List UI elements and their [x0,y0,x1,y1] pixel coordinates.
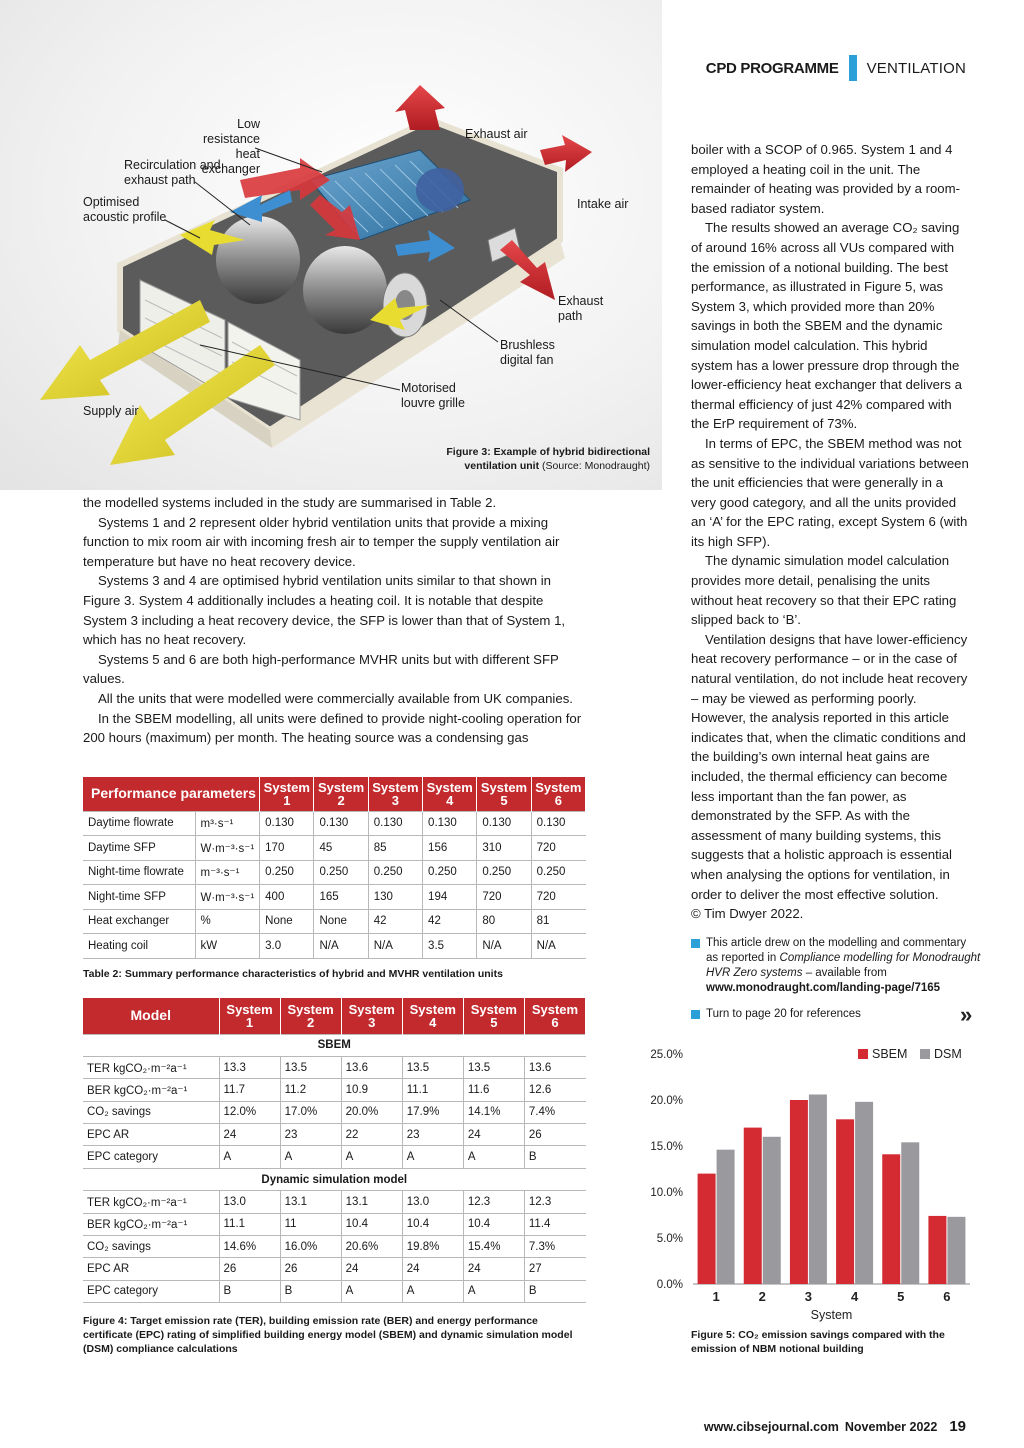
value-cell: B [280,1280,341,1302]
value-cell: 11.7 [219,1079,280,1101]
parameter-cell: Daytime flowrate [83,811,195,836]
section-title: SBEM [83,1034,586,1056]
value-cell: 13.3 [219,1056,280,1078]
bar-dsm-system-6 [947,1217,965,1284]
value-cell: 20.0% [341,1101,402,1123]
system-column-header [260,777,314,811]
issue-date: November 2022 [844,1420,938,1434]
system-number: 6 [551,1014,559,1030]
unit-cell: % [195,909,260,934]
value-cell: 17.9% [402,1101,463,1123]
unit-cell: kW [195,934,260,959]
callout-heat-exchanger: Low resistance heat exchanger [201,117,260,176]
value-cell: 11.6 [463,1079,524,1101]
system-column-header [368,777,422,811]
value-cell: 12.0% [219,1101,280,1123]
value-cell: 24 [219,1124,280,1146]
system-number: 2 [337,792,345,808]
bar-sbem-system-4 [836,1119,854,1284]
exhaust-air-arrow [395,85,445,130]
value-cell: 3.5 [423,934,477,959]
table-row [83,811,586,836]
system-column-header [477,777,531,811]
note-text: – available from [802,967,887,979]
value-cell: None [260,909,314,934]
section-row [83,1034,586,1056]
table-row [83,1079,586,1101]
value-cell: 13.5 [463,1056,524,1078]
paragraph: The dynamic simulation model calculation provides more detail, penalising the units without heat recovery so that their EPC rating slipped back to ‘B’. [691,553,957,628]
bullet-square-icon [691,1010,700,1019]
table-row [83,1236,586,1258]
callout-acoustic-profile: Optimised acoustic profile [83,195,167,224]
paragraph: Systems 1 and 2 represent older hybrid ventilation units that provide a mixing function to mix room air with incoming fresh air to temper the supply ventilation air temperature but have no heat recovery device. [83,514,560,569]
bar-sbem-system-1 [698,1174,716,1284]
bar-dsm-system-2 [763,1137,781,1284]
callout-exhaust-air: Exhaust air [465,127,528,141]
value-cell: 12.3 [524,1191,585,1213]
value-cell: N/A [368,934,422,959]
system-word: System [287,1001,334,1017]
table-row [83,909,586,934]
value-cell: 0.250 [531,860,585,885]
value-cell: 15.4% [463,1236,524,1258]
y-tick-label: 15.0% [650,1141,683,1153]
value-cell: N/A [531,934,585,959]
value-cell: 23 [402,1124,463,1146]
value-cell: 26 [219,1258,280,1280]
section-label: VENTILATION [866,59,966,77]
value-cell: 26 [524,1124,585,1146]
unit-cell: W·m⁻³·s⁻¹ [195,885,260,910]
system-word: System [226,1001,273,1017]
turn-page-text: Turn to page 20 for references [706,1008,861,1020]
value-cell: 10.4 [402,1213,463,1235]
metric-cell: EPC AR [83,1124,219,1146]
x-tick-label: 5 [897,1289,905,1304]
legend-swatch [858,1049,868,1059]
bar-sbem-system-6 [928,1216,946,1284]
legend-swatch [920,1049,930,1059]
note-text: This article drew on the modelling and commentary as reported in [706,937,967,964]
value-cell: 0.130 [314,811,368,836]
value-cell: 13.5 [280,1056,341,1078]
metric-cell: EPC category [83,1280,219,1302]
callout-supply-air: Supply air [83,404,139,418]
value-cell: 11.1 [402,1079,463,1101]
bar-sbem-system-2 [744,1128,762,1284]
system-number: 5 [490,1014,498,1030]
metric-cell: BER kgCO₂·m⁻²a⁻¹ [83,1079,219,1101]
figure-4-caption: Figure 4: Target emission rate (TER), building emission rate (BER) and energy performance certificate (EPC) rating of simplified building energy model (SBEM) and dynamic simulation model (DSM) compliance calculations [83,1315,573,1355]
table-header-row [83,998,586,1034]
x-tick-label: 6 [943,1289,951,1304]
table-row [83,1101,586,1123]
value-cell: 10.9 [341,1079,402,1101]
value-cell: 13.5 [402,1056,463,1078]
x-tick-label: 2 [758,1289,766,1304]
parameter-cell: Night-time flowrate [83,860,195,885]
system-column-header [463,998,524,1034]
bar-dsm-system-5 [901,1142,919,1284]
page-header [706,55,966,81]
bar-dsm-system-1 [717,1150,735,1284]
note-italic: Compliance modelling for Monodraught HVR Zero systems [706,952,981,979]
parameter-cell: Daytime SFP [83,836,195,861]
table-row [83,1124,586,1146]
value-cell: 0.130 [368,811,422,836]
page-number: 19 [949,1418,966,1435]
value-cell: 400 [260,885,314,910]
value-cell: A [341,1146,402,1168]
value-cell: 0.130 [423,811,477,836]
paragraph: Systems 5 and 6 are both high-performance MVHR units but with different SFP values. [83,651,559,687]
value-cell: N/A [314,934,368,959]
system-number: 4 [446,792,454,808]
figure-5-caption: Figure 5: CO₂ emission savings compared with the emission of NBM notional building [691,1329,945,1355]
system-word: System [348,1001,395,1017]
value-cell: 0.130 [260,811,314,836]
parameter-cell: Night-time SFP [83,885,195,910]
table-row [83,1213,586,1235]
system-word: System [372,779,419,795]
value-cell: 3.0 [260,934,314,959]
system-word: System [535,779,582,795]
value-cell: 170 [260,836,314,861]
value-cell: 42 [423,909,477,934]
unit-cell: m⁻³·s⁻¹ [195,860,260,885]
metric-cell: TER kgCO₂·m⁻²a⁻¹ [83,1056,219,1078]
figure-3-caption-title: Figure 3: Example of hybrid bidirectional ventilation unit [446,446,650,472]
parameter-cell: Heating coil [83,934,195,959]
system-number: 4 [429,1014,437,1030]
value-cell: 12.6 [524,1079,585,1101]
value-cell: 165 [314,885,368,910]
value-cell: 23 [280,1124,341,1146]
co2-savings-chart [648,1040,978,1330]
legend-label: SBEM [872,1047,908,1061]
value-cell: 45 [314,836,368,861]
value-cell: 0.250 [368,860,422,885]
value-cell: 720 [531,836,585,861]
callout-louvre-grille: Motorised louvre grille [401,381,465,410]
value-cell: A [341,1280,402,1302]
value-cell: B [524,1146,585,1168]
right-body-column [691,140,969,924]
system-number: 6 [554,792,562,808]
value-cell: A [463,1146,524,1168]
table-row [83,885,586,910]
y-tick-label: 5.0% [656,1233,683,1245]
paragraph: In the SBEM modelling, all units were defined to provide night-cooling operation for 200 hours (maximum) per month. The heating source was a condensing gas [83,710,582,746]
table-row [83,1146,586,1168]
x-tick-label: 3 [804,1289,813,1304]
value-cell: 42 [368,909,422,934]
callout-intake-air: Intake air [577,197,629,211]
metric-cell: EPC AR [83,1258,219,1280]
metric-cell: CO₂ savings [83,1101,219,1123]
left-body-column [83,493,583,748]
value-cell: 24 [463,1258,524,1280]
model-header: Model [83,998,219,1034]
value-cell: 11 [280,1213,341,1235]
system-number: 1 [283,792,291,808]
metric-cell: BER kgCO₂·m⁻²a⁻¹ [83,1213,219,1235]
value-cell: 16.0% [280,1236,341,1258]
continue-arrow-icon: » [960,1002,973,1027]
section-row [83,1168,586,1190]
table-2-caption: Table 2: Summary performance characteristics of hybrid and MVHR ventilation units [83,968,503,980]
value-cell: 7.3% [524,1236,585,1258]
section-title: Dynamic simulation model [83,1168,586,1190]
value-cell: 13.0 [219,1191,280,1213]
value-cell: 130 [368,885,422,910]
journal-url[interactable]: www.cibsejournal.com [703,1420,839,1434]
value-cell: 11.2 [280,1079,341,1101]
system-word: System [409,1001,456,1017]
value-cell: 27 [524,1258,585,1280]
table-row [83,1258,586,1280]
value-cell: 10.4 [463,1213,524,1235]
value-cell: 19.8% [402,1236,463,1258]
callout-exhaust-path: Exhaust path [558,294,604,323]
system-word: System [480,779,528,795]
value-cell: 12.3 [463,1191,524,1213]
paragraph: boiler with a SCOP of 0.965. System 1 and 4 employed a heating coil in the unit. The remainder of heating was provided by a room-based radiator system. [691,142,961,216]
x-tick-label: 1 [712,1289,720,1304]
value-cell: 85 [368,836,422,861]
source-link[interactable]: www.monodraught.com/landing-page/7165 [706,982,941,994]
value-cell: 0.250 [260,860,314,885]
value-cell: 11.1 [219,1213,280,1235]
system-word: System [317,779,365,795]
system-column-header [423,777,477,811]
system-column-header [341,998,402,1034]
bar-dsm-system-4 [855,1102,873,1284]
figure-3-caption-source: (Source: Monodraught) [539,460,650,472]
metric-cell: CO₂ savings [83,1236,219,1258]
value-cell: 0.130 [531,811,585,836]
value-cell: 13.6 [341,1056,402,1078]
metric-cell: EPC category [83,1146,219,1168]
y-tick-label: 25.0% [650,1049,683,1061]
page-footer [704,1418,966,1435]
table-row [83,860,586,885]
bullet-square-icon [691,939,700,948]
system-column-header [219,998,280,1034]
value-cell: B [524,1280,585,1302]
value-cell: 7.4% [524,1101,585,1123]
value-cell: 0.130 [477,811,531,836]
system-number: 2 [307,1014,315,1030]
x-axis-title: System [810,1308,853,1322]
performance-parameters-header: Performance parameters [83,777,260,811]
value-cell: 24 [463,1124,524,1146]
system-column-header [280,998,341,1034]
value-cell: 13.1 [341,1191,402,1213]
paragraph: Ventilation designs that have lower-efficiency heat recovery performance – or in the case of natural ventilation, do not include heat recovery – may be viewed as performing poorly. However, the analysis reported in this article indicates that, when the climatic conditions and the building’s own internal heat gains are included, the thermal efficiency can become less important than the fan power, as demonstrated by the SFP. As with the assessment of many building systems, this suggests that a holistic approach is essential when analysing the options for ventilation, in order to deliver the most effective solution. [691,631,968,902]
system-number: 5 [500,792,508,808]
performance-table [83,777,586,959]
callout-recirculation: Recirculation and exhaust path [124,158,221,187]
paragraph: the modelled systems included in the study are summarised in Table 2. [83,495,497,510]
table-row [83,1191,586,1213]
bar-sbem-system-3 [790,1100,808,1284]
value-cell: N/A [477,934,531,959]
system-word: System [531,1001,579,1017]
value-cell: B [219,1280,280,1302]
unit-cell: W·m⁻³·s⁻¹ [195,836,260,861]
system-column-header [314,777,368,811]
value-cell: 10.4 [341,1213,402,1235]
unit-cell: m³·s⁻¹ [195,811,260,836]
value-cell: 81 [531,909,585,934]
y-tick-label: 20.0% [650,1095,683,1107]
value-cell: 80 [477,909,531,934]
value-cell: 24 [341,1258,402,1280]
article-source-note [691,936,981,996]
value-cell: 13.1 [280,1191,341,1213]
metric-cell: TER kgCO₂·m⁻²a⁻¹ [83,1191,219,1213]
paragraph: In terms of EPC, the SBEM method was not as sensitive to the individual variations between the unit efficiencies that were generally in a very good category, and all the units provided an ‘A’ for the EPC rating, except System 6 (with its high SFP). [691,435,969,549]
copyright: © Tim Dwyer 2022. [691,906,804,922]
value-cell: A [402,1280,463,1302]
figure-3-illustration [0,0,662,490]
table-row [83,1280,586,1302]
table-header-row [83,777,586,811]
y-tick-label: 0.0% [656,1279,683,1291]
value-cell: 194 [423,885,477,910]
system-word: System [426,779,473,795]
value-cell: 24 [402,1258,463,1280]
parameter-cell: Heat exchanger [83,909,195,934]
value-cell: 720 [531,885,585,910]
value-cell: 26 [280,1258,341,1280]
system-word: System [470,1001,517,1017]
legend-label: DSM [934,1047,962,1061]
value-cell: 17.0% [280,1101,341,1123]
paragraph: The results showed an average CO₂ saving of around 16% across all VUs compared with the emission of a notional building. The best performance, as illustrated in Figure 5, was System 3, which provided more than 20% savings in both the SBEM and the dynamic simulation model calculation. This hybrid system has a lower pressure drop through the lower-efficiency heat exchanger that delivers a thermal efficiency of just 42% compared with the ErP requirement of 73%. [691,220,962,432]
x-tick-label: 4 [850,1289,859,1304]
bar-dsm-system-3 [809,1094,827,1284]
system-number: 3 [391,792,400,808]
system-column-header [531,777,585,811]
value-cell: 720 [477,885,531,910]
paragraph: All the units that were modelled were commercially available from UK companies. [98,690,573,706]
value-cell: A [463,1280,524,1302]
header-divider [849,55,857,81]
value-cell: 22 [341,1124,402,1146]
emissions-table [83,998,586,1303]
table-row [83,1056,586,1078]
table-row [83,934,586,959]
value-cell: 0.250 [477,860,531,885]
value-cell: 11.4 [524,1213,585,1235]
value-cell: 14.1% [463,1101,524,1123]
figure-3-caption [395,445,650,473]
system-number: 1 [245,1014,254,1030]
y-tick-label: 10.0% [650,1187,683,1199]
value-cell: 310 [477,836,531,861]
table-row [83,836,586,861]
value-cell: 0.250 [423,860,477,885]
value-cell: None [314,909,368,934]
callout-fan: Brushless digital fan [500,338,555,367]
value-cell: A [219,1146,280,1168]
paragraph: Systems 3 and 4 are optimised hybrid ventilation units similar to that shown in Figure 3. System 4 additionally includes a heating coil. It is notable that despite System 3 including a heat recovery device, the SFP is lower than that of System 1, which has no heat recovery. [83,573,566,648]
references-note [691,1007,981,1022]
system-column-header [524,998,585,1034]
value-cell: 13.0 [402,1191,463,1213]
system-number: 3 [368,1014,376,1030]
bar-sbem-system-5 [882,1154,900,1284]
value-cell: A [402,1146,463,1168]
programme-label: CPD PROGRAMME [705,59,839,77]
system-column-header [402,998,463,1034]
value-cell: A [280,1146,341,1168]
system-word: System [263,779,310,795]
value-cell: 156 [423,836,477,861]
value-cell: 13.6 [524,1056,585,1078]
value-cell: 0.250 [314,860,368,885]
value-cell: 20.6% [341,1236,402,1258]
value-cell: 14.6% [219,1236,280,1258]
